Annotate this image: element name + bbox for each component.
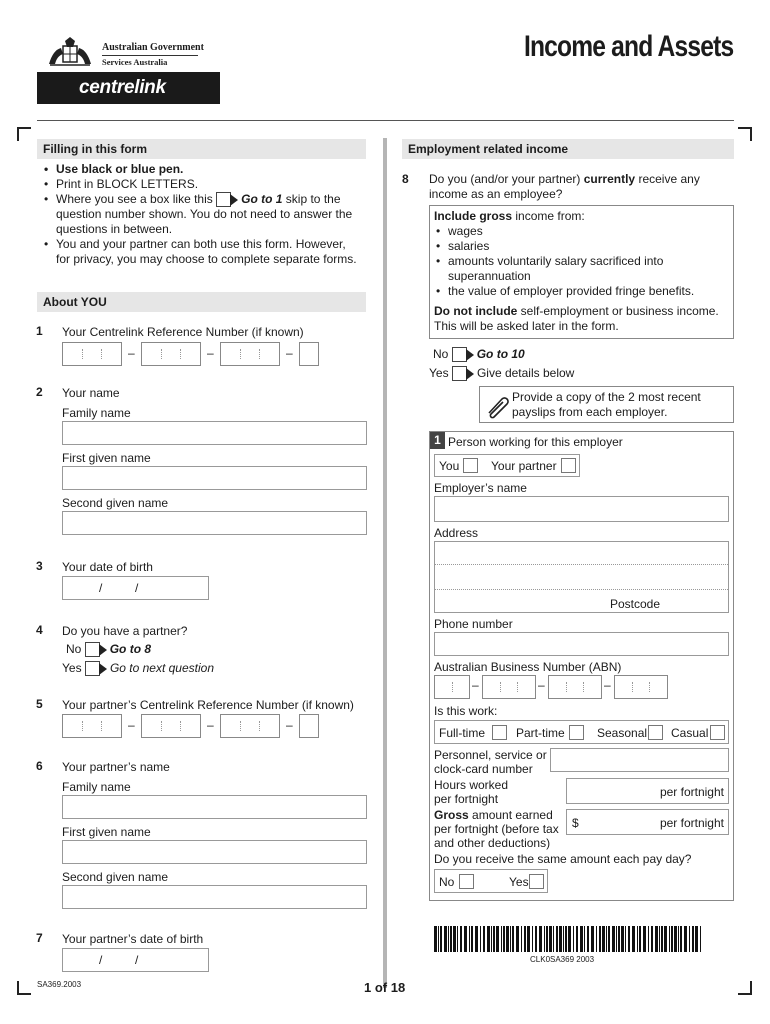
filling-instructions [42, 162, 372, 267]
is-this-work-label: Is this work: [434, 704, 498, 718]
arrow-checkbox-icon[interactable] [452, 366, 467, 381]
centrelink-brand: centrelink [37, 72, 220, 104]
include-info-box: Include gross income from: • wages • salaries • amounts voluntarily salary sacrificed into superannuation • the value of employer provided fringe benefits. Do not include self-employment or business income. This will be asked later in the form. [429, 205, 734, 339]
q7-label: Your partner’s date of birth [62, 932, 204, 946]
casual-checkbox[interactable] [710, 725, 725, 740]
your-partner-checkbox[interactable] [561, 458, 576, 473]
address-input[interactable] [434, 541, 729, 613]
q4-yes-option[interactable]: Yes Go to next question [62, 661, 215, 675]
gross-input[interactable]: $ per fortnight [566, 809, 729, 835]
q5-number: 5 [36, 697, 43, 711]
q1-label: Your Centrelink Reference Number (if known) [62, 325, 304, 339]
page-title: Income and Assets [523, 30, 733, 63]
same-amount-yes-checkbox[interactable] [529, 874, 544, 889]
q3-number: 3 [36, 559, 43, 573]
second-given-label: Second given name [62, 496, 169, 510]
employment-heading: Employment related income [402, 139, 734, 159]
family-name-input[interactable] [62, 421, 367, 445]
corner-mark [738, 127, 752, 141]
dob-input[interactable]: / / [62, 576, 209, 600]
arrow-checkbox-icon[interactable] [85, 661, 100, 676]
barcode-graphic [434, 926, 704, 952]
partner-first-input[interactable] [62, 840, 367, 864]
instruction-skip: • Where you see a box like this Go to 1 skip to the question number shown. You do not need to answer the questions in between. [42, 192, 372, 237]
instruction-pen: • Use black or blue pen. [42, 162, 372, 177]
paperclip-icon [483, 391, 511, 419]
instruction-partner: • You and your partner can both use this form. However, for privacy, you may choose to complete separate forms. [42, 237, 372, 267]
q1-number: 1 [36, 324, 43, 338]
personnel-input[interactable] [550, 748, 729, 772]
corner-mark [738, 981, 752, 995]
q6-number: 6 [36, 759, 43, 773]
same-amount-label: Do you receive the same amount each pay day? [434, 852, 692, 866]
partner-second-input[interactable] [62, 885, 367, 909]
family-name-label: Family name [62, 406, 131, 420]
partner-family-input[interactable] [62, 795, 367, 819]
abn-input[interactable]: – – – [434, 675, 664, 699]
partner-dob-input[interactable]: / / [62, 948, 209, 972]
q8-label: Do you (and/or your partner) currently receive any income as an employee? [429, 172, 700, 201]
q8-no-option[interactable]: No Go to 10 [433, 347, 525, 361]
work-type-selector: Full-time Part-time Seasonal Casual [434, 720, 729, 744]
arrow-checkbox-icon[interactable] [452, 347, 467, 362]
phone-label: Phone number [434, 617, 513, 631]
same-amount-selector: No Yes [434, 869, 548, 893]
first-given-label: First given name [62, 451, 151, 465]
first-given-input[interactable] [62, 466, 367, 490]
crn-field[interactable]: – – – [62, 342, 322, 368]
corner-mark [17, 981, 31, 995]
q8-number: 8 [402, 172, 409, 186]
q2-label: Your name [62, 386, 120, 400]
parttime-checkbox[interactable] [569, 725, 584, 740]
column-divider [383, 138, 387, 988]
instruction-block-letters: • Print in BLOCK LETTERS. [42, 177, 372, 192]
coat-of-arms-icon [44, 34, 96, 68]
government-logo [44, 34, 204, 70]
gross-label: Gross amount earned per fortnight (before tax and other deductions) [434, 808, 559, 850]
filling-heading: Filling in this form [37, 139, 366, 159]
partner-crn-field[interactable]: – – – [62, 714, 322, 740]
postcode-label: Postcode [609, 597, 660, 611]
employer-name-label: Employer’s name [434, 481, 527, 495]
q8-yes-option[interactable]: Yes Give details below [429, 366, 575, 380]
person-working-label: Person working for this employer [448, 435, 623, 449]
same-amount-no-checkbox[interactable] [459, 874, 474, 889]
abn-label: Australian Business Number (ABN) [434, 660, 622, 674]
skip-arrow-icon [216, 192, 231, 207]
employer-name-input[interactable] [434, 496, 729, 522]
q4-label: Do you have a partner? [62, 624, 188, 638]
corner-mark [17, 127, 31, 141]
fulltime-checkbox[interactable] [492, 725, 507, 740]
address-label: Address [434, 526, 479, 540]
partner-first-label: First given name [62, 825, 151, 839]
form-code: SA369.2003 [37, 980, 82, 989]
page-number: 1 of 18 [364, 980, 406, 995]
gov-sub: Services Australia [102, 57, 168, 67]
partner-family-label: Family name [62, 780, 131, 794]
q4-number: 4 [36, 623, 43, 637]
hours-label: Hours worked per fortnight [434, 778, 509, 806]
you-checkbox[interactable] [463, 458, 478, 473]
gov-name: Australian Government [102, 42, 204, 53]
arrow-checkbox-icon[interactable] [85, 642, 100, 657]
q3-label: Your date of birth [62, 560, 153, 574]
barcode-text: CLK0SA369 2003 [530, 955, 595, 964]
employer-number-badge: 1 [430, 432, 445, 449]
person-selector: You Your partner [434, 454, 580, 477]
q5-label: Your partner’s Centrelink Reference Number (if known) [62, 698, 354, 712]
hours-input[interactable]: per fortnight [566, 778, 729, 804]
seasonal-checkbox[interactable] [648, 725, 663, 740]
q4-no-option[interactable]: No Go to 8 [66, 642, 152, 656]
employer-1-panel [429, 431, 734, 901]
partner-second-label: Second given name [62, 870, 169, 884]
second-given-input[interactable] [62, 511, 367, 535]
q7-number: 7 [36, 931, 43, 945]
q6-label: Your partner’s name [62, 760, 170, 774]
payslip-note: Provide a copy of the 2 most recent payslips from each employer. [479, 386, 734, 423]
about-heading: About YOU [37, 292, 366, 312]
phone-input[interactable] [434, 632, 729, 656]
q2-number: 2 [36, 385, 43, 399]
personnel-label: Personnel, service or clock-card number [434, 748, 547, 776]
